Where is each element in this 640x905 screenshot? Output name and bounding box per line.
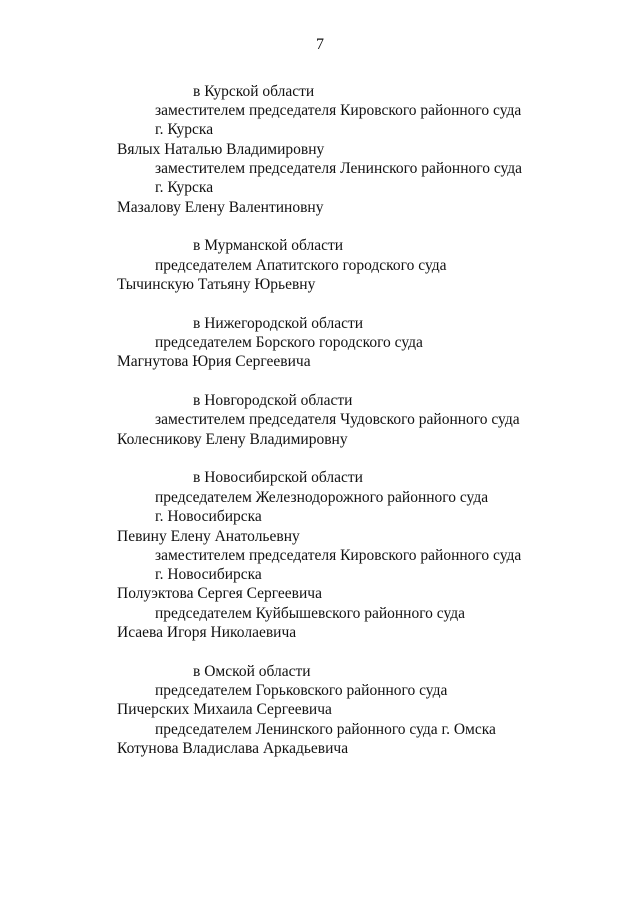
region-heading-omsk: в Омской области <box>193 663 311 680</box>
position-line: председателем Горьковского районного суда <box>155 682 448 699</box>
appointee-name: Пичерских Михаила Сергеевича <box>117 701 332 718</box>
appointee-name: Исаева Игоря Николаевича <box>117 624 297 641</box>
position-line: заместителем председателя Кировского районного суда <box>155 102 522 119</box>
position-line: заместителем председателя Чудовского районного суда <box>155 411 520 428</box>
region-heading-novgorod: в Новгородской области <box>193 392 353 409</box>
appointee-name: Котунова Владислава Аркадьевича <box>117 740 349 757</box>
position-line: председателем Железнодорожного районного суда <box>155 489 489 506</box>
position-line: председателем Апатитского городского суда <box>155 257 447 274</box>
appointee-name: Певину Елену Анатольевну <box>117 528 300 545</box>
page-number: 7 <box>316 36 324 53</box>
position-line: председателем Борского городского суда <box>155 334 423 351</box>
region-heading-murmansk: в Мурманской области <box>193 237 344 254</box>
position-line: председателем Куйбышевского районного суда <box>155 605 466 622</box>
position-line: председателем Ленинского районного суда г. Омска <box>155 721 496 738</box>
position-line: г. Курска <box>155 179 214 196</box>
appointee-name: Мазалову Елену Валентиновну <box>117 199 324 216</box>
position-line: заместителем председателя Кировского районного суда <box>155 547 522 564</box>
position-line: г. Новосибирска <box>155 566 262 583</box>
region-heading-nizhny-novgorod: в Нижегородской области <box>193 315 364 332</box>
appointee-name: Полуэктова Сергея Сергеевича <box>117 585 322 602</box>
appointee-name: Вялых Наталью Владимировну <box>117 141 325 158</box>
region-heading-kursk: в Курской области <box>193 83 315 100</box>
appointee-name: Магнутова Юрия Сергеевича <box>117 353 311 370</box>
appointee-name: Колесникову Елену Владимировну <box>117 431 348 448</box>
region-heading-novosibirsk: в Новосибирской области <box>193 469 363 486</box>
position-line: г. Курска <box>155 121 214 138</box>
position-line: заместителем председателя Ленинского районного суда <box>155 160 523 177</box>
appointee-name: Тычинскую Татьяну Юрьевну <box>117 276 316 293</box>
position-line: г. Новосибирска <box>155 508 262 525</box>
